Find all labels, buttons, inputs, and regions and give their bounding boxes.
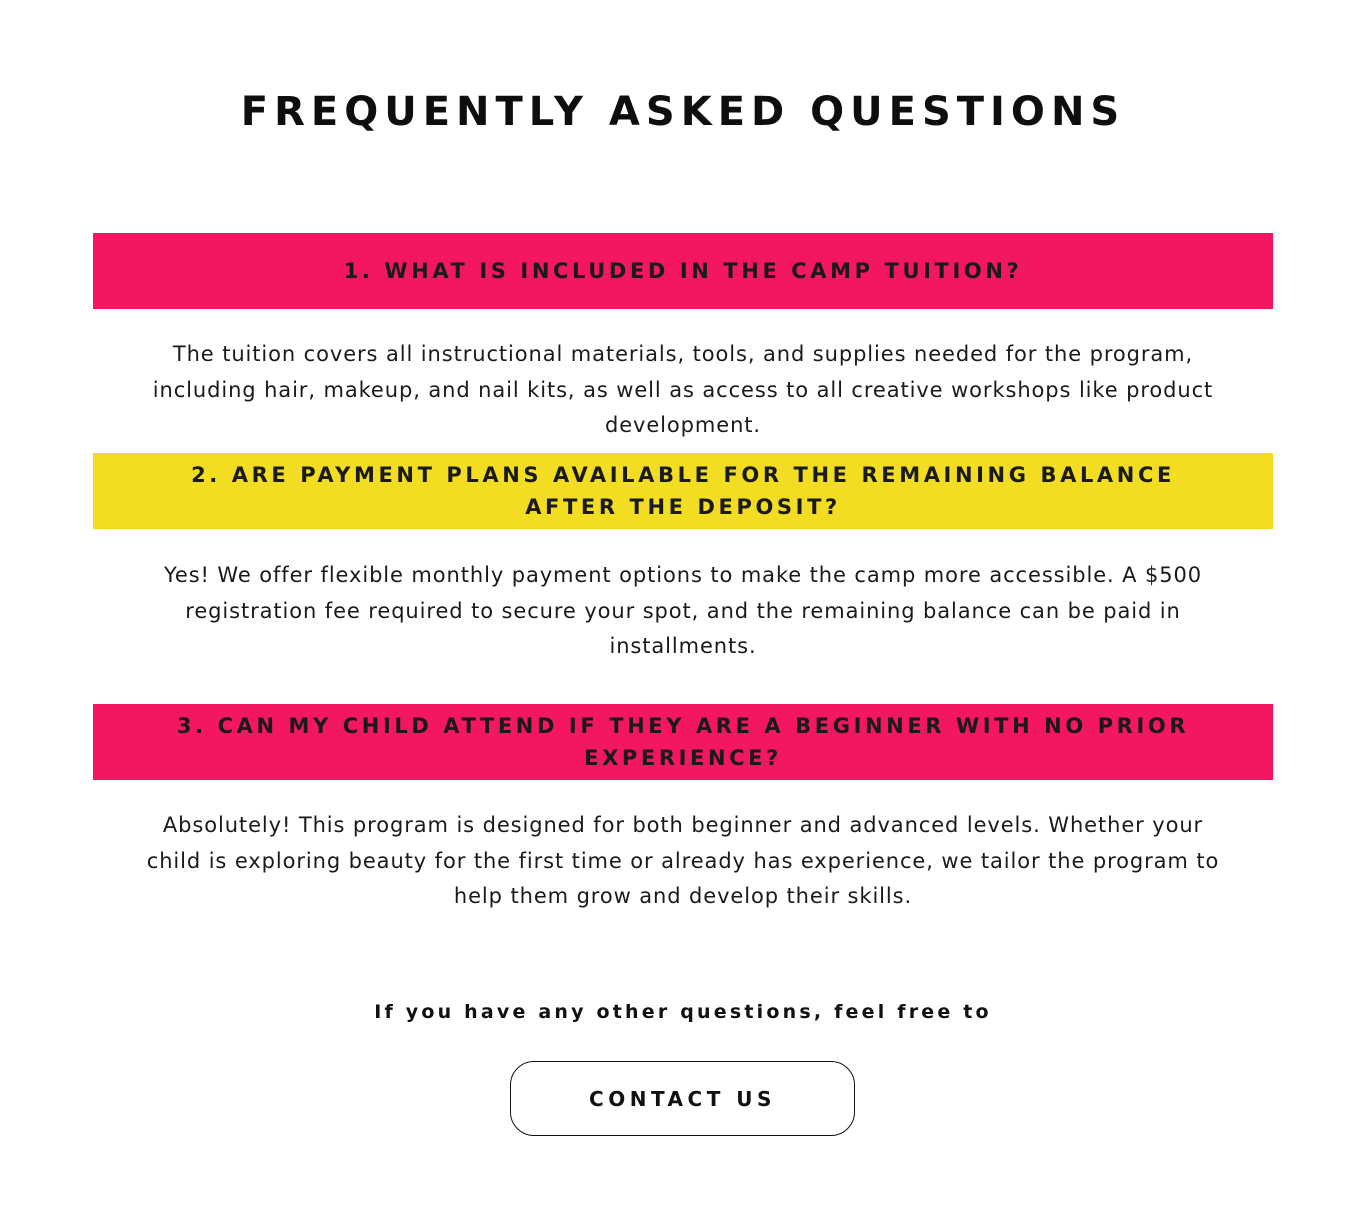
page-title: FREQUENTLY ASKED QUESTIONS: [240, 89, 1126, 135]
faq-question-1-banner: [93, 233, 1273, 309]
footer-prompt: If you have any other questions, feel free to: [374, 1001, 992, 1023]
faq-question-2: 2. ARE PAYMENT PLANS AVAILABLE FOR THE REMAINING BALANCE AFTER THE DEPOSIT?: [191, 463, 1175, 519]
faq-answer-1: The tuition covers all instructional materials, tools, and supplies needed for the program, including hair, makeup, and nail kits, as well as access to all creative workshops like product development.: [152, 342, 1214, 437]
faq-question-2-banner: [93, 453, 1273, 529]
faq-answer-2: Yes! We offer flexible monthly payment options to make the camp more accessible. A $500 registration fee required to secure your spot, and the remaining balance can be paid in installments.: [163, 563, 1203, 658]
contact-us-button[interactable]: CONTACT US: [510, 1061, 855, 1136]
faq-question-3-banner: [93, 704, 1273, 780]
faq-question-3: 3. CAN MY CHILD ATTEND IF THEY ARE A BEGINNER WITH NO PRIOR EXPERIENCE?: [176, 714, 1190, 770]
faq-answer-3: Absolutely! This program is designed for both beginner and advanced levels. Whether your child is exploring beauty for the first time or already has experience, we tailor the program to help them grow and develop their skills.: [146, 813, 1220, 908]
faq-question-1: 1. WHAT IS INCLUDED IN THE CAMP TUITION?: [343, 259, 1023, 283]
